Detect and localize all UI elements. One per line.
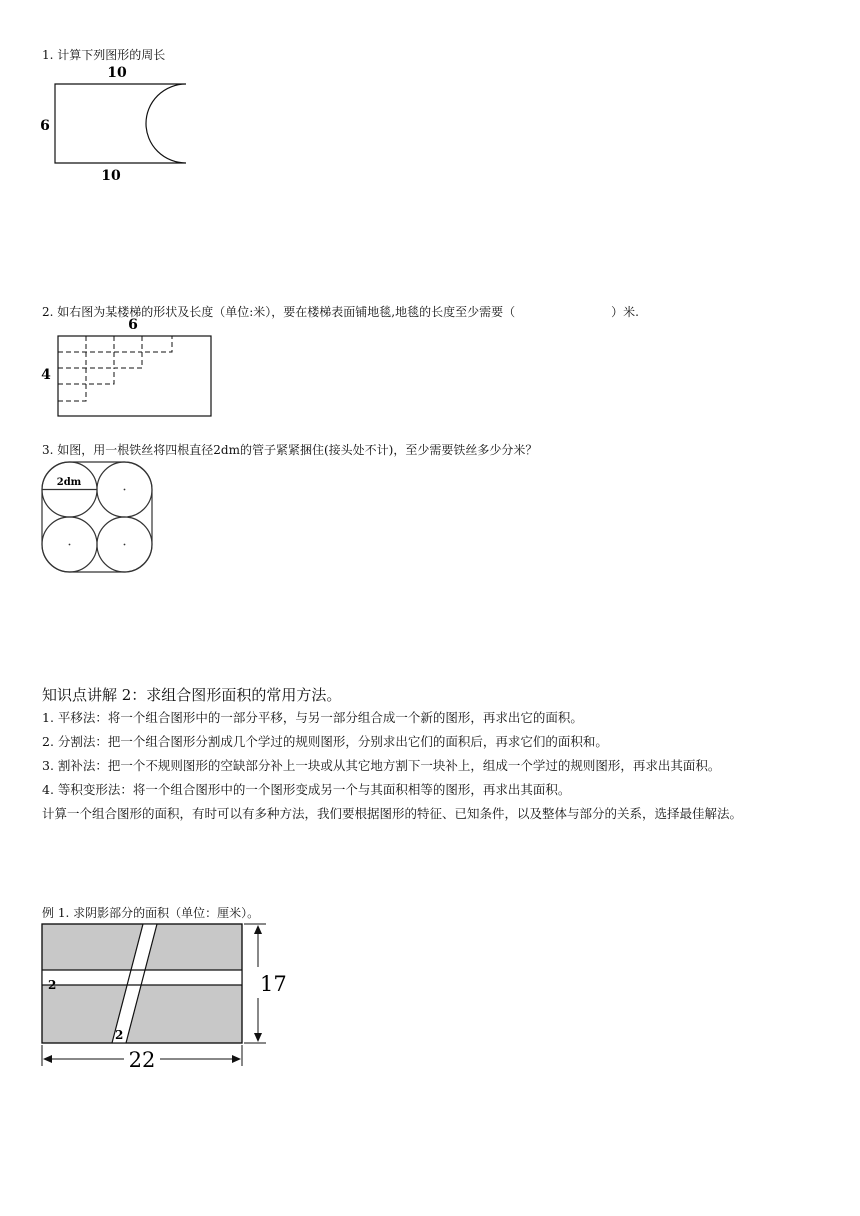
knowledge-title: 知识点讲解 2：求组合图形面积的常用方法。 [42, 686, 342, 704]
pipe-center-dot [124, 544, 126, 546]
width-label: 22 [128, 1048, 156, 1072]
method-item-division: 2. 分割法：把一个组合图形分割成几个学过的规则图形，分别求出它们的面积后，再求它们的面积和。 [42, 734, 608, 749]
method-item-equal-area: 4. 等积变形法：将一个组合图形中的一个图形变成另一个与其面积相等的图形，再求出其面积。 [42, 782, 571, 797]
height-arrow-head-up [254, 925, 262, 934]
stairs-label-top: 6 [128, 317, 138, 333]
rectangle-with-semicircle-cutout [55, 84, 186, 163]
knowledge-summary: 计算一个组合图形的面积，有时可以有多种方法，我们要根据图形的特征、已知条件，以及整体与部分的关系，选择最佳解法。 [42, 806, 743, 821]
knowledge-list [42, 706, 802, 826]
figure-1-label-left: 6 [40, 118, 50, 134]
pipe-center-dot [69, 544, 71, 546]
pipe-center-dot [124, 489, 126, 491]
method-item-cut-and-fill: 3. 割补法：把一个不规则图形的空缺部分补上一块或从其它地方割下一块补上，组成一个学过的规则图形，再求出其面积。 [42, 758, 721, 773]
stairs-figure [34, 316, 219, 424]
slanted-road-width-label: 2 [115, 1028, 124, 1042]
horizontal-road-width-label: 2 [48, 978, 57, 992]
height-label: 17 [260, 972, 287, 996]
height-arrow-head-down [254, 1033, 262, 1042]
stairs-outer-rectangle [58, 336, 211, 416]
question-3-text: 3. 如图，用一根铁丝将四根直径2dm的管子紧紧捆住(接头处不计)，至少需要铁丝多少分米？ [42, 443, 538, 457]
stairs-label-left: 4 [41, 367, 51, 383]
width-arrow-head-right [232, 1055, 241, 1063]
figure-1-label-bottom: 10 [101, 168, 121, 184]
question-2-text-before: 2. 如右图为某楼梯的形状及长度（单位:米），要在楼梯表面铺地毯,地毯的长度至少需要（ [42, 305, 516, 319]
diameter-label: 2dm [56, 477, 82, 488]
four-pipes-figure [38, 458, 158, 576]
example-1-text: 例 1. 求阴影部分的面积（单位：厘米）。 [42, 906, 260, 920]
question-2-text-after: ）米. [611, 305, 639, 319]
stairs-dashed-grid [58, 336, 142, 384]
shaded-area-figure [38, 920, 287, 1072]
rectangle-semicircle-figure [30, 60, 205, 188]
width-arrow-head-left [43, 1055, 52, 1063]
stairs-dashed-steps [58, 336, 211, 401]
question-1-text: 1. 计算下列图形的周长 [42, 48, 166, 62]
figure-1-label-top: 10 [107, 65, 127, 81]
method-item-translation: 1. 平移法：将一个组合图形中的一部分平移，与另一部分组合成一个新的图形，再求出它的面积。 [42, 710, 583, 725]
